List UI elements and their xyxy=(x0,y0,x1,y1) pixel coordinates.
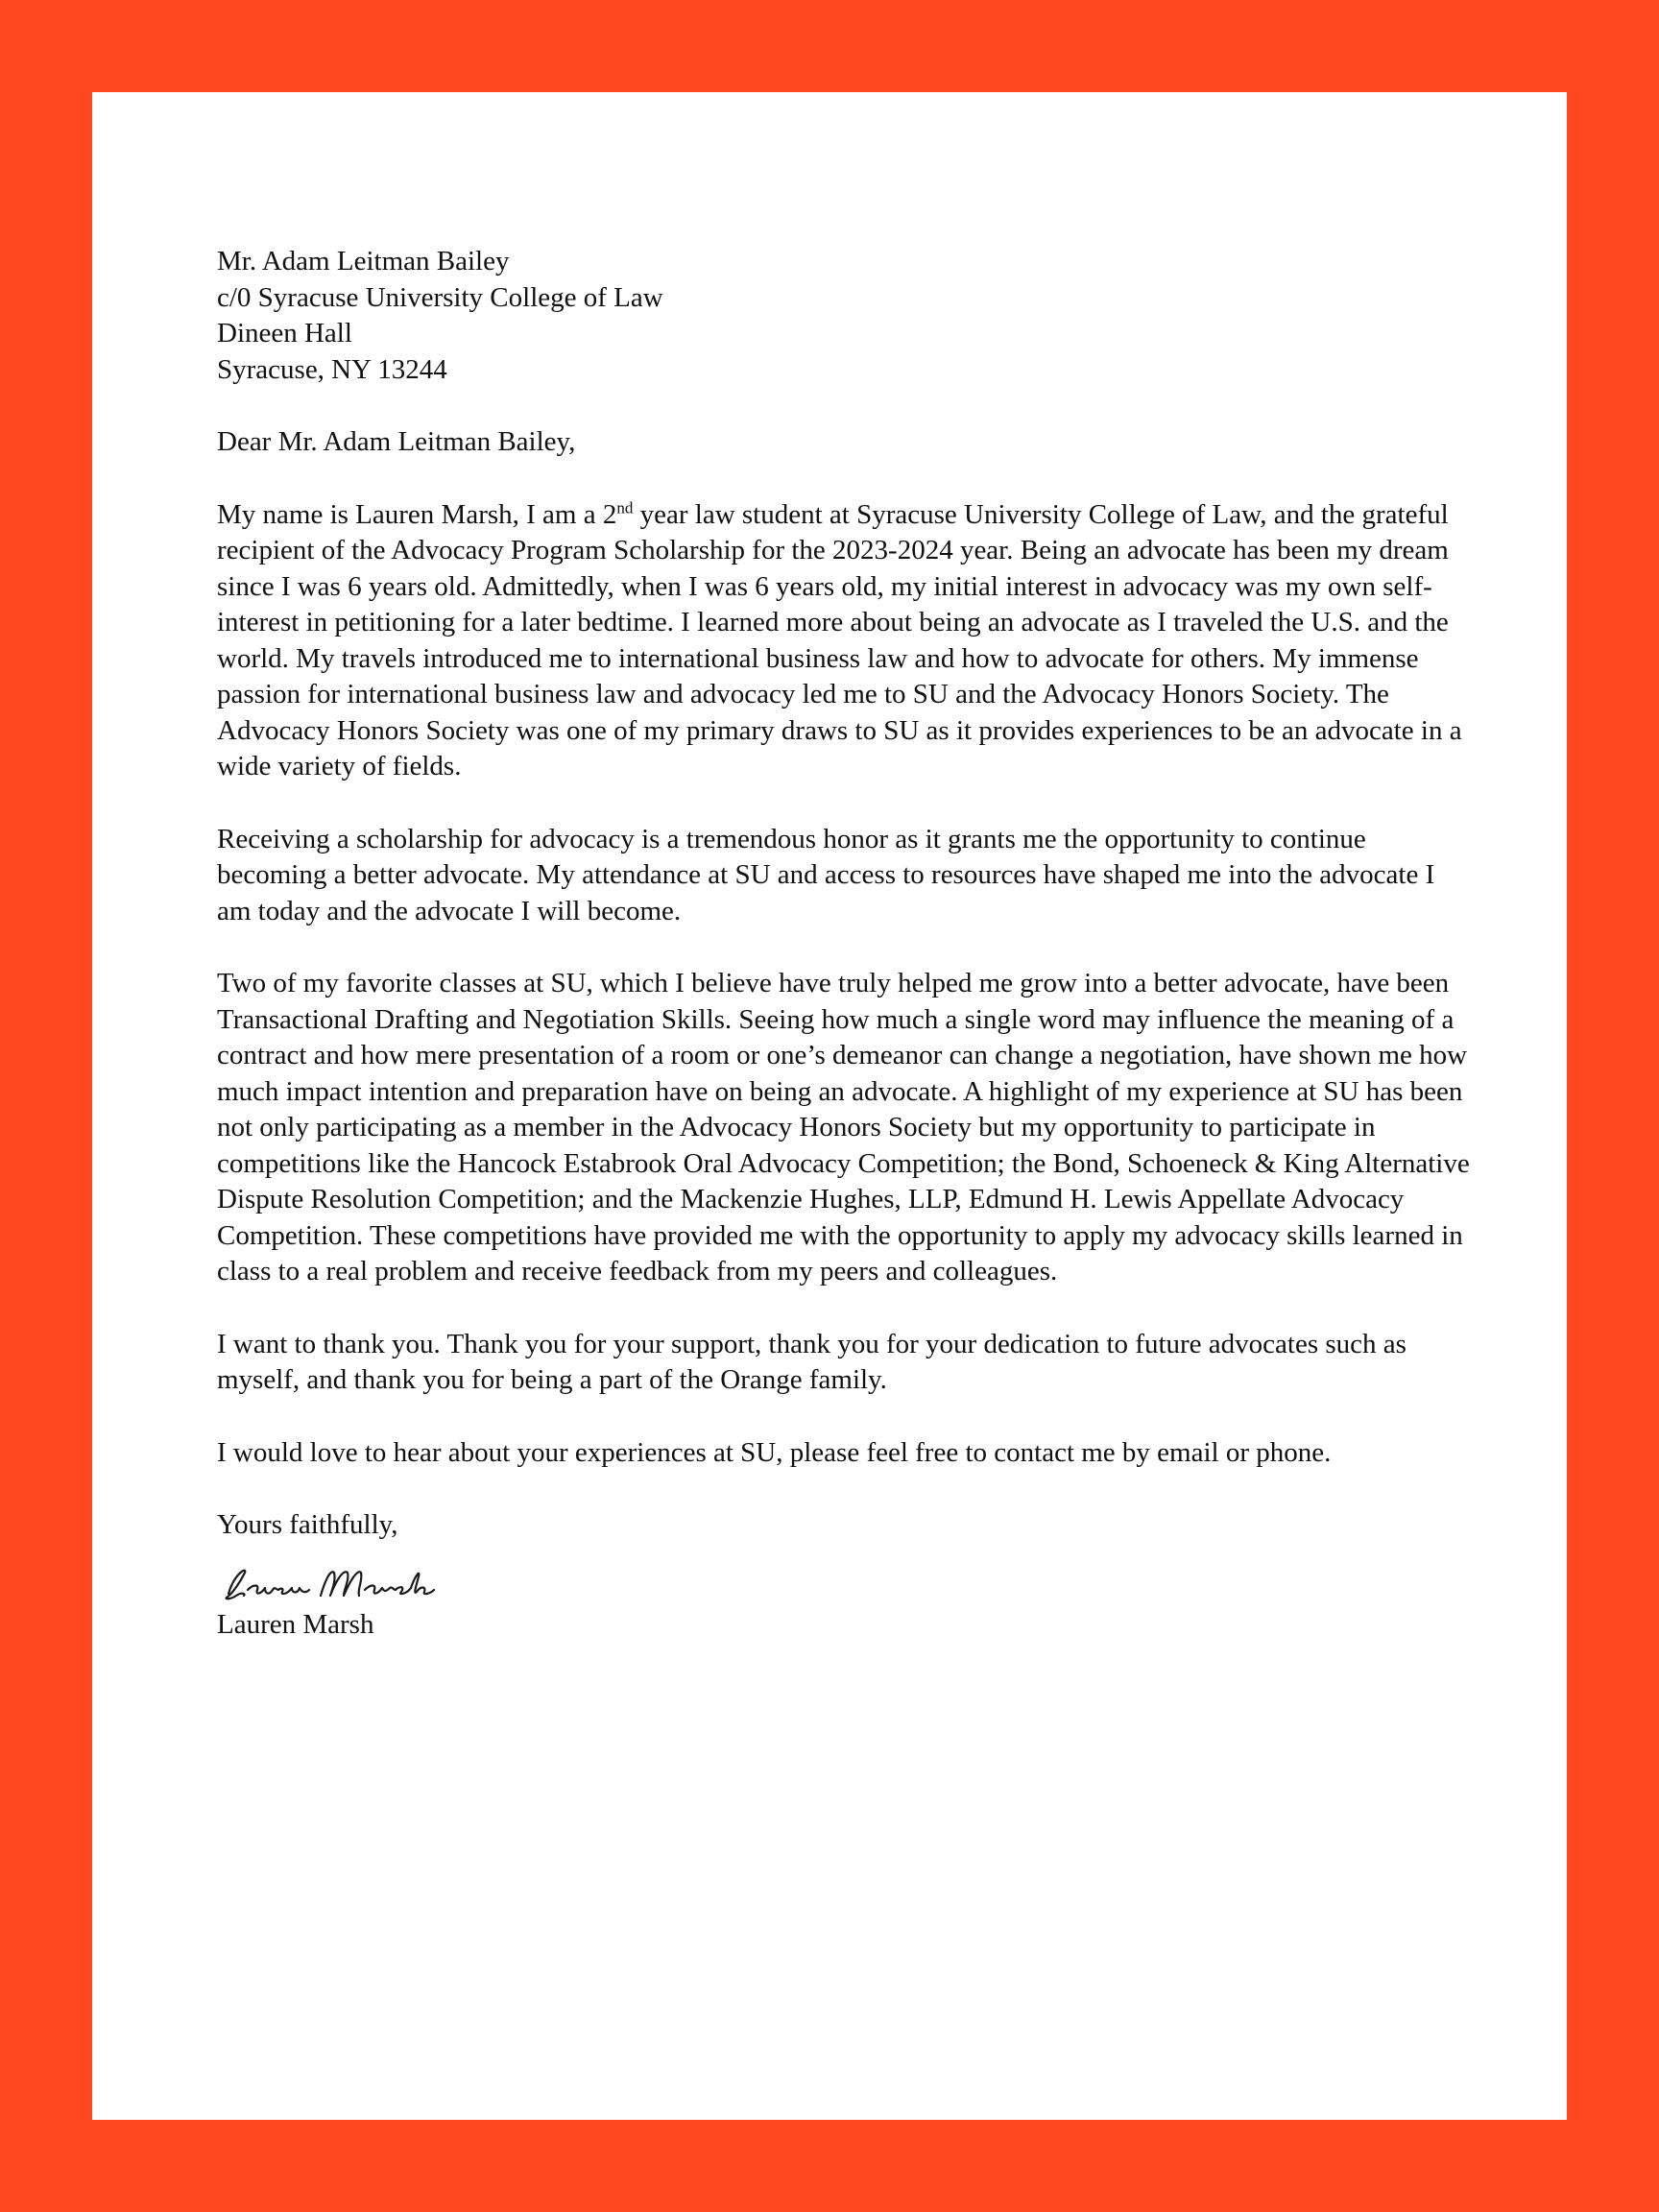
paragraph-introduction-start: My name is Lauren Marsh, I am a 2 xyxy=(217,498,617,530)
ordinal-suffix: nd xyxy=(616,497,634,517)
paragraph-thanks: I want to thank you. Thank you for your support, thank you for your dedication to future advocates such as myself, and thank you for being a part of the Orange family. xyxy=(217,1328,1407,1395)
paragraph-introduction xyxy=(217,497,1475,785)
address-line-building: Dineen Hall xyxy=(217,318,352,349)
signature-graphic xyxy=(221,1561,451,1607)
address-line-city: Syracuse, NY 13244 xyxy=(217,353,447,385)
signer-name: Lauren Marsh xyxy=(217,1608,374,1640)
letter-body xyxy=(217,244,1475,1643)
salutation: Dear Mr. Adam Leitman Bailey, xyxy=(217,426,576,457)
letter-page xyxy=(92,92,1567,2120)
paragraph-introduction-rest: year law student at Syracuse University College of Law, and the grateful recipient of the Advocacy Program Scholarship for the 2023-2024 year. Being an advocate has been my dream since I was 6 years old. Admittedly, when I was 6 years old, my initial interest in advocacy was my own self-interest in petitioning for a later bedtime. I learned more about being an advocate as I traveled the U.S. and the world. My travels introduced me to international business law and how to advocate for others. My immense passion for international business law and advocacy led me to SU and the Advocacy Honors Society. The Advocacy Honors Society was one of my primary draws to SU as it provides experiences to be an advocate in a wide variety of fields. xyxy=(217,498,1462,781)
handwritten-signature xyxy=(221,1561,451,1607)
closing: Yours faithfully, xyxy=(217,1509,398,1540)
address-line-care-of: c/0 Syracuse University College of Law xyxy=(217,281,663,313)
recipient-address xyxy=(217,244,1475,388)
paragraph-classes: Two of my favorite classes at SU, which I believe have truly helped me grow into a better advocate, have been Transactional Drafting and Negotiation Skills. Seeing how much a single word may influence the meaning of a contract and how mere presentation of a room or one’s demeanor can change a negotiation, have shown me how much impact intention and preparation have on being an advocate. A highlight of my experience at SU has been not only participating as a member in the Advocacy Honors Society but my opportunity to participate in competitions like the Hancock Estabrook Oral Advocacy Competition; the Bond, Schoeneck & King Alternative Dispute Resolution Competition; and the Mackenzie Hughes, LLP, Edmund H. Lewis Appellate Advocacy Competition. These competitions have provided me with the opportunity to apply my advocacy skills learned in class to a real problem and receive feedback from my peers and colleagues. xyxy=(217,968,1470,1286)
address-line-name: Mr. Adam Leitman Bailey xyxy=(217,246,510,276)
paragraph-contact: I would love to hear about your experiences at SU, please feel free to contact me by email or phone. xyxy=(217,1436,1332,1468)
paragraph-scholarship: Receiving a scholarship for advocacy is a tremendous honor as it grants me the opportunity to continue becoming a better advocate. My attendance at SU and access to resources have shaped me into the advocate I am today and the advocate I will become. xyxy=(217,823,1435,926)
